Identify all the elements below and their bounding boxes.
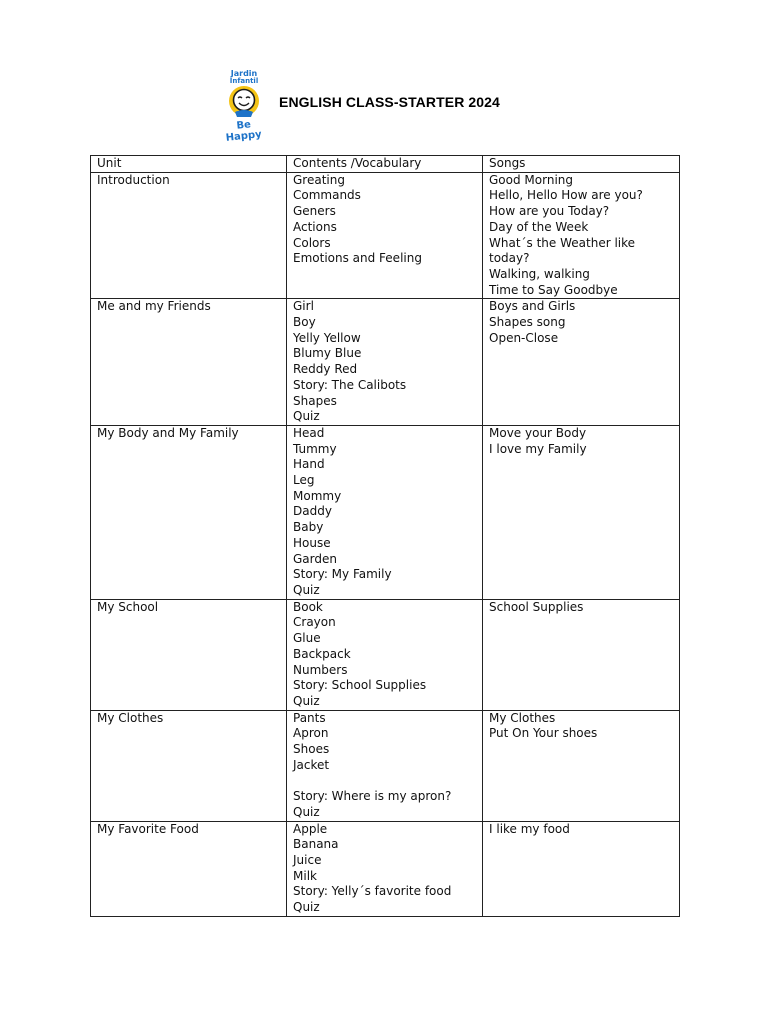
contents-cell xyxy=(287,425,483,599)
curriculum-table xyxy=(90,155,680,917)
contents-cell xyxy=(287,821,483,916)
vocabulary-item: Boy xyxy=(293,315,316,330)
song-item: School Supplies xyxy=(489,599,584,614)
song-item: How are you Today? xyxy=(489,204,610,219)
vocabulary-item: Quiz xyxy=(293,804,320,819)
vocabulary-item: Backpack xyxy=(293,646,351,661)
unit-name: My Body and My Family xyxy=(97,425,239,440)
songs-cell xyxy=(483,710,680,821)
song-item: Day of the Week xyxy=(489,219,589,234)
vocabulary-item: House xyxy=(293,535,331,550)
vocabulary-item: Story: Yelly´s favorite food xyxy=(293,884,452,899)
vocabulary-item: Yelly Yellow xyxy=(293,330,361,345)
vocabulary-item: Juice xyxy=(293,852,322,867)
table-row xyxy=(91,425,680,599)
vocabulary-item: Apron xyxy=(293,726,329,741)
vocabulary-item: Colors xyxy=(293,235,331,250)
songs-cell xyxy=(483,299,680,426)
song-item: My Clothes xyxy=(489,710,556,725)
vocabulary-item: Shapes xyxy=(293,393,337,408)
school-logo xyxy=(219,68,269,142)
vocabulary-item: Story: My Family xyxy=(293,567,392,582)
table-body xyxy=(91,172,680,916)
vocabulary-item: Quiz xyxy=(293,900,320,915)
song-item: What´s the Weather like today? xyxy=(489,235,636,266)
contents-cell xyxy=(287,299,483,426)
songs-cell xyxy=(483,425,680,599)
column-header-songs: Songs xyxy=(483,156,680,173)
table-row xyxy=(91,821,680,916)
vocabulary-item: Apple xyxy=(293,821,328,836)
songs-cell xyxy=(483,821,680,916)
unit-cell xyxy=(91,172,287,299)
vocabulary-item: Glue xyxy=(293,631,321,646)
song-item: Boys and Girls xyxy=(489,299,576,314)
vocabulary-item: Story: School Supplies xyxy=(293,678,427,693)
column-header-unit: Unit xyxy=(91,156,287,173)
vocabulary-item: Quiz xyxy=(293,409,320,424)
table-row xyxy=(91,710,680,821)
vocabulary-item: Actions xyxy=(293,219,337,234)
vocabulary-item: Geners xyxy=(293,204,336,219)
vocabulary-item: Shoes xyxy=(293,742,330,757)
song-item: Move your Body xyxy=(489,425,587,440)
vocabulary-item: Milk xyxy=(293,868,317,883)
unit-name: Introduction xyxy=(97,172,170,187)
song-item: I love my Family xyxy=(489,441,587,456)
vocabulary-item: Reddy Red xyxy=(293,362,358,377)
song-item: Time to Say Goodbye xyxy=(489,282,618,297)
song-item: I like my food xyxy=(489,821,570,836)
vocabulary-item: Hand xyxy=(293,457,325,472)
unit-name: My Favorite Food xyxy=(97,821,199,836)
vocabulary-item: Numbers xyxy=(293,662,348,677)
songs-cell xyxy=(483,172,680,299)
vocabulary-item: Commands xyxy=(293,188,361,203)
song-item: Hello, Hello How are you? xyxy=(489,188,643,203)
vocabulary-item: Story: Where is my apron? xyxy=(293,789,452,804)
vocabulary-item: Book xyxy=(293,599,323,614)
vocabulary-item: Girl xyxy=(293,299,314,314)
table-row xyxy=(91,599,680,710)
vocabulary-item: Blumy Blue xyxy=(293,346,362,361)
logo-text-4: Happy xyxy=(225,129,263,142)
unit-name: Me and my Friends xyxy=(97,299,211,314)
contents-cell xyxy=(287,172,483,299)
vocabulary-item: Quiz xyxy=(293,693,320,708)
unit-name: My Clothes xyxy=(97,710,164,725)
blank-line xyxy=(293,773,482,789)
vocabulary-item: Mommy xyxy=(293,488,342,503)
vocabulary-item: Baby xyxy=(293,520,324,535)
vocabulary-item: Head xyxy=(293,425,325,440)
song-item: Shapes song xyxy=(489,315,566,330)
contents-cell xyxy=(287,710,483,821)
songs-cell xyxy=(483,599,680,710)
unit-cell xyxy=(91,299,287,426)
vocabulary-item: Greating xyxy=(293,172,345,187)
song-item: Walking, walking xyxy=(489,266,590,281)
song-item: Put On Your shoes xyxy=(489,726,598,741)
vocabulary-item: Quiz xyxy=(293,582,320,597)
logo-text-3: Be xyxy=(236,119,252,132)
unit-cell xyxy=(91,599,287,710)
table-header-row xyxy=(91,156,680,173)
vocabulary-item: Garden xyxy=(293,551,337,566)
vocabulary-item: Crayon xyxy=(293,615,336,630)
unit-cell xyxy=(91,821,287,916)
unit-cell xyxy=(91,710,287,821)
vocabulary-item: Emotions and Feeling xyxy=(293,251,422,266)
column-header-contents: Contents /Vocabulary xyxy=(287,156,483,173)
vocabulary-item: Pants xyxy=(293,710,326,725)
vocabulary-item: Story: The Calibots xyxy=(293,377,407,392)
song-item: Good Morning xyxy=(489,172,573,187)
unit-name: My School xyxy=(97,599,159,614)
page-title: ENGLISH CLASS-STARTER 2024 xyxy=(279,94,500,110)
song-item: Open-Close xyxy=(489,330,559,345)
contents-cell xyxy=(287,599,483,710)
vocabulary-item: Leg xyxy=(293,473,315,488)
vocabulary-item: Tummy xyxy=(293,441,337,456)
table-row xyxy=(91,172,680,299)
vocabulary-item: Jacket xyxy=(293,757,330,772)
unit-cell xyxy=(91,425,287,599)
smiling-child-logo-icon xyxy=(219,68,269,142)
logo-text-2: Infantil xyxy=(229,77,259,85)
vocabulary-item: Daddy xyxy=(293,504,332,519)
logo-text-1: Jardin xyxy=(230,69,258,78)
table-row xyxy=(91,299,680,426)
vocabulary-item: Banana xyxy=(293,837,339,852)
logo-face-shape xyxy=(234,90,255,111)
